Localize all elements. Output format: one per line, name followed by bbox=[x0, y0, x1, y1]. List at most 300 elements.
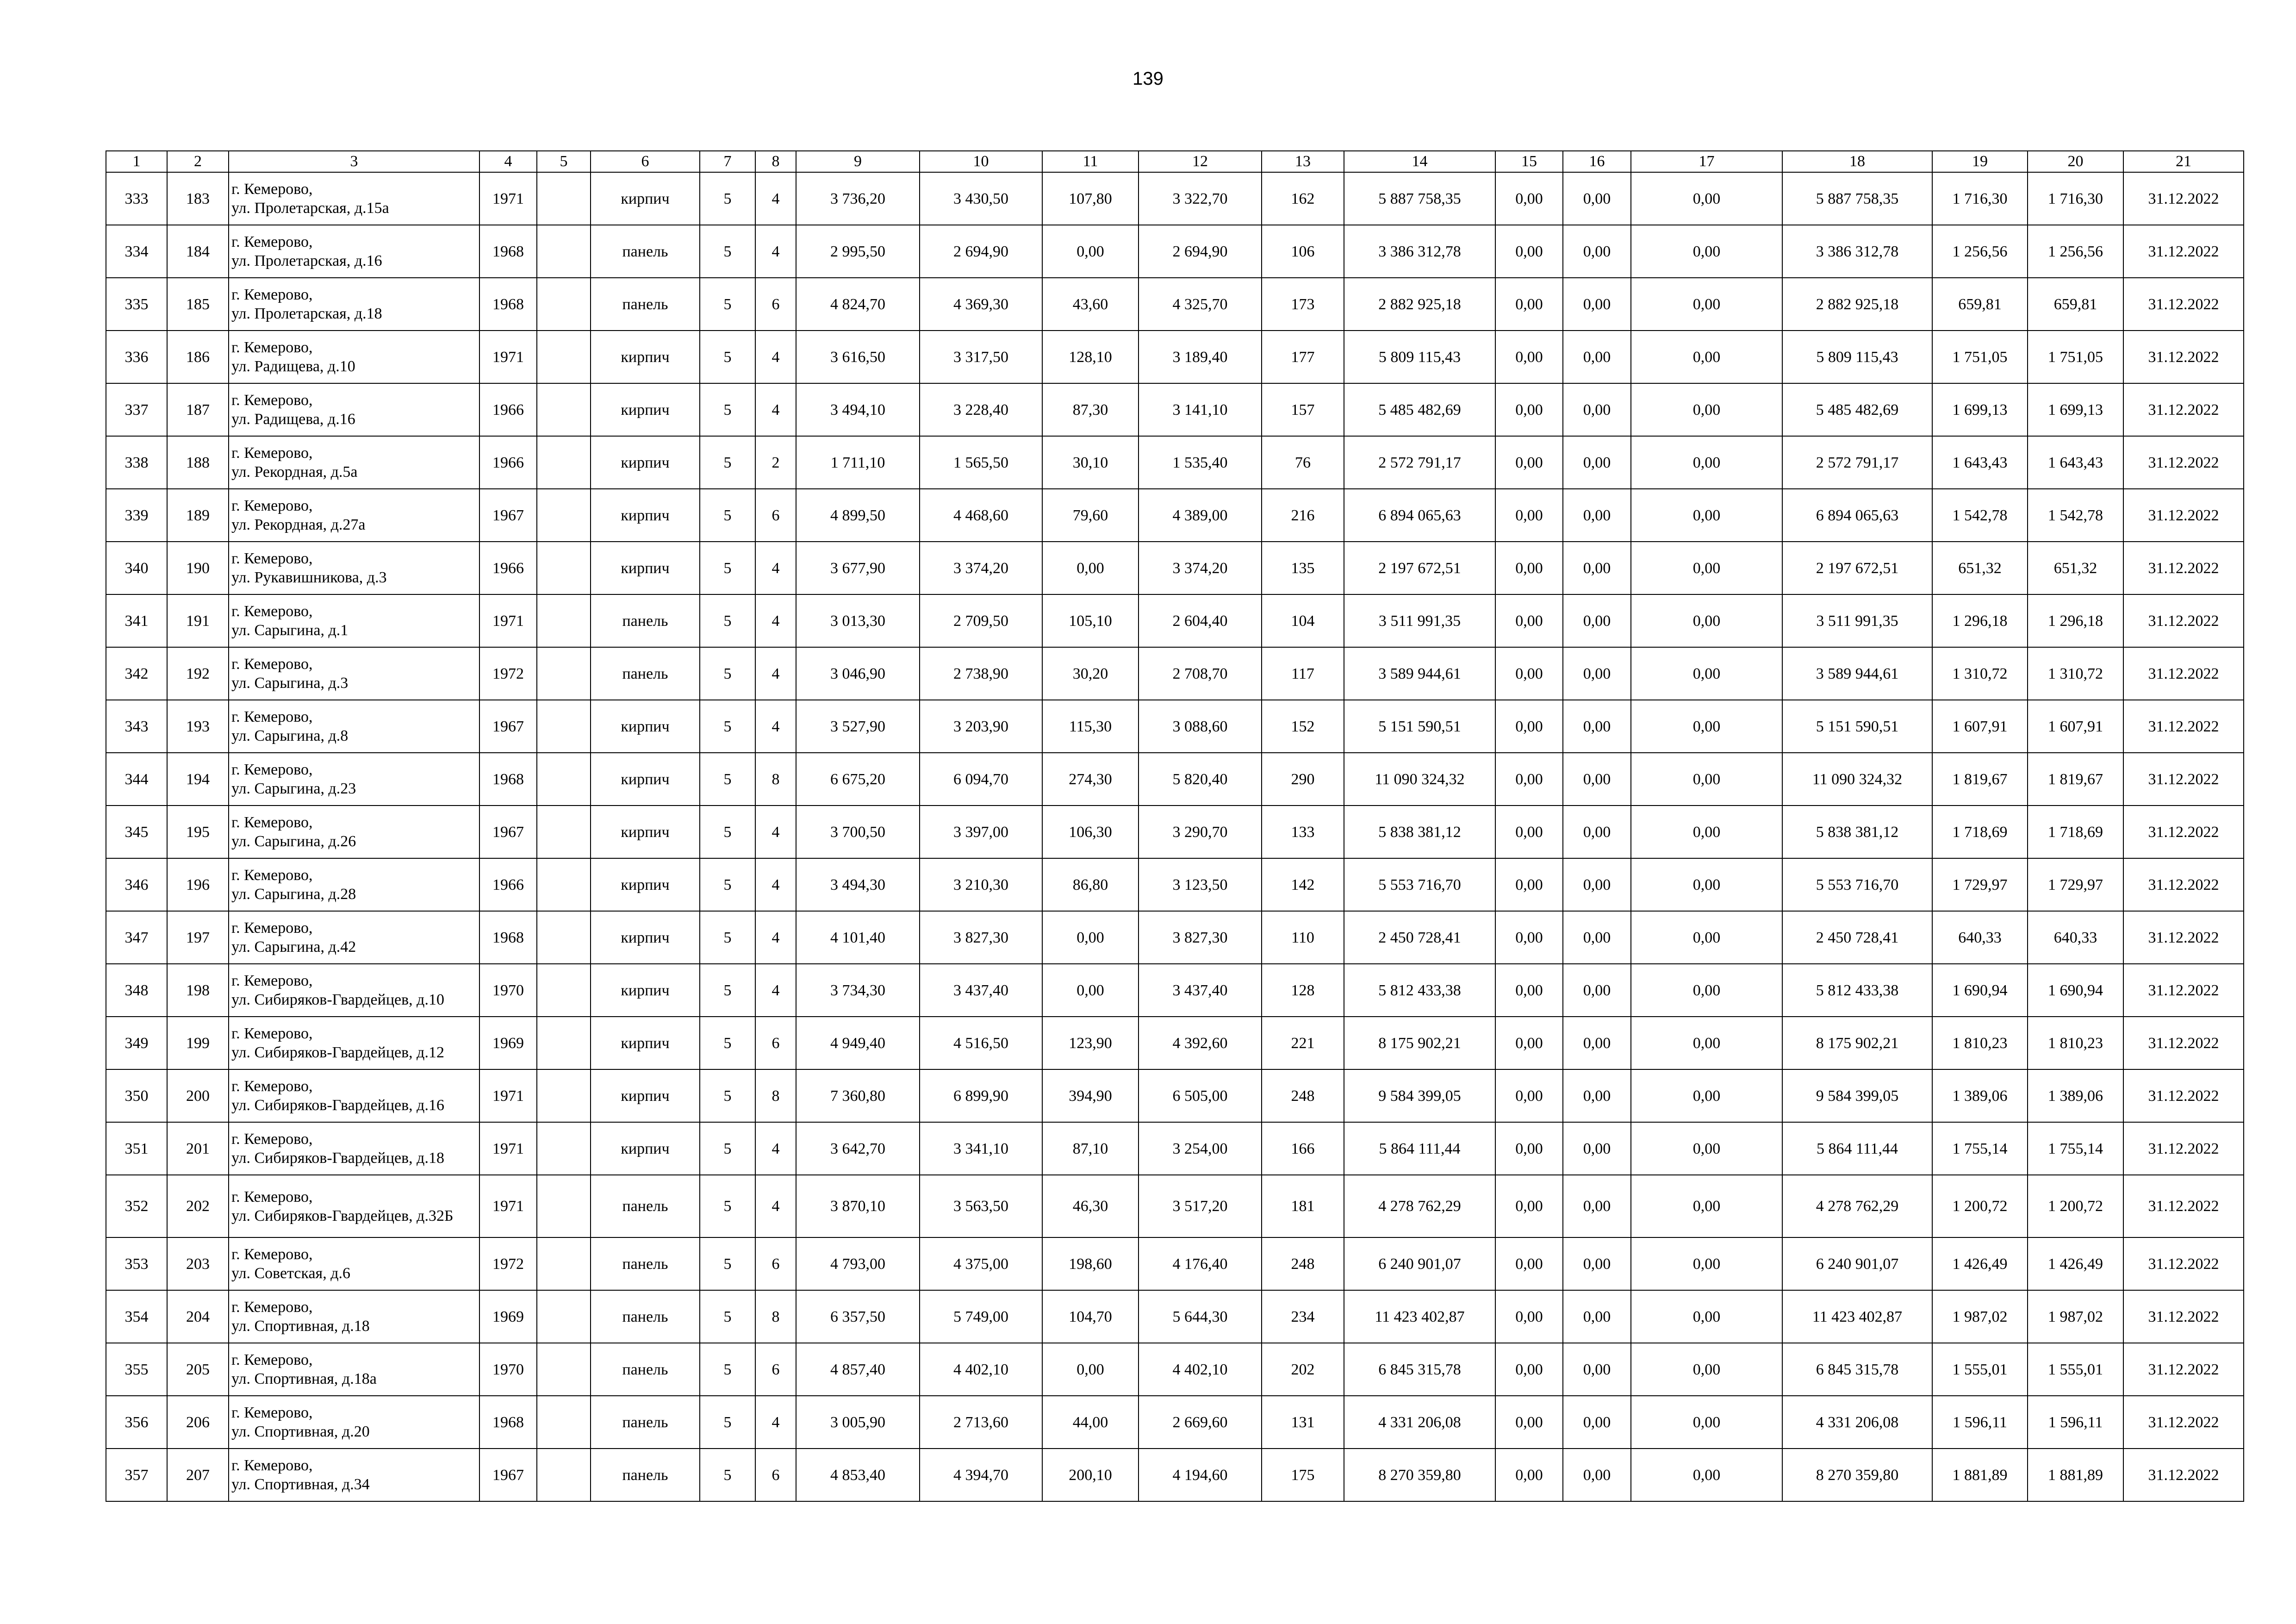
address-city: г. Кемерово, bbox=[231, 1078, 313, 1095]
column-9-cell: 4 101,40 bbox=[796, 911, 920, 964]
column-12-cell: 3 374,20 bbox=[1139, 542, 1262, 594]
column-18-cell: 3 589 944,61 bbox=[1782, 647, 1932, 700]
table-row bbox=[106, 278, 2244, 331]
column-13-cell: 216 bbox=[1262, 489, 1344, 542]
floors-cell: 5 bbox=[700, 700, 755, 753]
column-17-cell: 0,00 bbox=[1631, 1396, 1782, 1449]
column-13-cell: 248 bbox=[1262, 1237, 1344, 1290]
column-20-cell: 1 716,30 bbox=[2028, 172, 2123, 225]
table-row bbox=[106, 594, 2244, 647]
column-18-cell: 8 270 359,80 bbox=[1782, 1449, 1932, 1501]
column-20-cell: 1 310,72 bbox=[2028, 647, 2123, 700]
column-5-cell bbox=[537, 647, 591, 700]
column-9-cell: 4 899,50 bbox=[796, 489, 920, 542]
column-21-cell: 31.12.2022 bbox=[2123, 647, 2244, 700]
column-12-cell: 3 254,00 bbox=[1139, 1122, 1262, 1175]
table-row bbox=[106, 1069, 2244, 1122]
column-16-cell: 0,00 bbox=[1563, 436, 1631, 489]
row-number-cell: 341 bbox=[106, 594, 167, 647]
address-cell bbox=[229, 225, 479, 278]
house-id-cell: 207 bbox=[167, 1449, 229, 1501]
column-17-cell: 0,00 bbox=[1631, 964, 1782, 1017]
row-number-cell: 347 bbox=[106, 911, 167, 964]
housing-registry-table bbox=[106, 150, 2244, 1502]
column-5-cell bbox=[537, 858, 591, 911]
column-15-cell: 0,00 bbox=[1495, 172, 1563, 225]
wall-material-cell: кирпич bbox=[591, 700, 700, 753]
column-14-cell: 6 240 901,07 bbox=[1344, 1237, 1495, 1290]
address-street: ул. Пролетарская, д.18 bbox=[231, 305, 382, 322]
column-number-cell: 20 bbox=[2028, 151, 2123, 172]
house-id-cell: 192 bbox=[167, 647, 229, 700]
house-id-cell: 193 bbox=[167, 700, 229, 753]
table-row bbox=[106, 1017, 2244, 1069]
column-21-cell: 31.12.2022 bbox=[2123, 911, 2244, 964]
floors-cell: 5 bbox=[700, 1122, 755, 1175]
row-number-cell: 337 bbox=[106, 383, 167, 436]
column-19-cell: 1 819,67 bbox=[1932, 753, 2028, 806]
address-cell bbox=[229, 278, 479, 331]
column-5-cell bbox=[537, 1290, 591, 1343]
column-9-cell: 6 357,50 bbox=[796, 1290, 920, 1343]
house-id-cell: 196 bbox=[167, 858, 229, 911]
column-16-cell: 0,00 bbox=[1563, 1343, 1631, 1396]
column-16-cell: 0,00 bbox=[1563, 647, 1631, 700]
column-15-cell: 0,00 bbox=[1495, 1396, 1563, 1449]
column-14-cell: 6 845 315,78 bbox=[1344, 1343, 1495, 1396]
address-street: ул. Сибиряков-Гвардейцев, д.32Б bbox=[231, 1207, 454, 1224]
table-row bbox=[106, 911, 2244, 964]
column-15-cell: 0,00 bbox=[1495, 1449, 1563, 1501]
column-19-cell: 1 755,14 bbox=[1932, 1122, 2028, 1175]
column-20-cell: 1 643,43 bbox=[2028, 436, 2123, 489]
column-13-cell: 157 bbox=[1262, 383, 1344, 436]
column-8-cell: 6 bbox=[755, 1237, 796, 1290]
address-cell bbox=[229, 964, 479, 1017]
column-17-cell: 0,00 bbox=[1631, 700, 1782, 753]
wall-material-cell: кирпич bbox=[591, 806, 700, 858]
row-number-cell: 333 bbox=[106, 172, 167, 225]
column-10-cell: 3 210,30 bbox=[920, 858, 1042, 911]
column-20-cell: 1 200,72 bbox=[2028, 1175, 2123, 1237]
column-18-cell: 5 864 111,44 bbox=[1782, 1122, 1932, 1175]
column-20-cell: 1 810,23 bbox=[2028, 1017, 2123, 1069]
address-city: г. Кемерово, bbox=[231, 708, 313, 725]
column-11-cell: 394,90 bbox=[1042, 1069, 1139, 1122]
address-street: ул. Пролетарская, д.15а bbox=[231, 200, 389, 217]
column-17-cell: 0,00 bbox=[1631, 383, 1782, 436]
column-12-cell: 6 505,00 bbox=[1139, 1069, 1262, 1122]
column-18-cell: 2 197 672,51 bbox=[1782, 542, 1932, 594]
address-street: ул. Пролетарская, д.16 bbox=[231, 252, 382, 269]
column-18-cell: 6 240 901,07 bbox=[1782, 1237, 1932, 1290]
column-20-cell: 659,81 bbox=[2028, 278, 2123, 331]
column-11-cell: 30,10 bbox=[1042, 436, 1139, 489]
column-number-cell: 16 bbox=[1563, 151, 1631, 172]
address-cell bbox=[229, 172, 479, 225]
column-8-cell: 4 bbox=[755, 172, 796, 225]
year-cell: 1967 bbox=[479, 1449, 537, 1501]
column-9-cell: 3 734,30 bbox=[796, 964, 920, 1017]
column-12-cell: 3 123,50 bbox=[1139, 858, 1262, 911]
table-row bbox=[106, 806, 2244, 858]
column-13-cell: 173 bbox=[1262, 278, 1344, 331]
address-street: ул. Радищева, д.10 bbox=[231, 358, 355, 375]
column-21-cell: 31.12.2022 bbox=[2123, 806, 2244, 858]
floors-cell: 5 bbox=[700, 964, 755, 1017]
column-20-cell: 1 389,06 bbox=[2028, 1069, 2123, 1122]
wall-material-cell: панель bbox=[591, 1290, 700, 1343]
column-15-cell: 0,00 bbox=[1495, 1290, 1563, 1343]
column-16-cell: 0,00 bbox=[1563, 278, 1631, 331]
year-cell: 1970 bbox=[479, 1343, 537, 1396]
column-15-cell: 0,00 bbox=[1495, 225, 1563, 278]
row-number-cell: 350 bbox=[106, 1069, 167, 1122]
column-9-cell: 3 677,90 bbox=[796, 542, 920, 594]
column-16-cell: 0,00 bbox=[1563, 700, 1631, 753]
column-21-cell: 31.12.2022 bbox=[2123, 172, 2244, 225]
wall-material-cell: кирпич bbox=[591, 436, 700, 489]
year-cell: 1968 bbox=[479, 1396, 537, 1449]
house-id-cell: 186 bbox=[167, 331, 229, 383]
column-15-cell: 0,00 bbox=[1495, 1237, 1563, 1290]
address-cell bbox=[229, 1290, 479, 1343]
column-20-cell: 1 256,56 bbox=[2028, 225, 2123, 278]
column-17-cell: 0,00 bbox=[1631, 225, 1782, 278]
year-cell: 1972 bbox=[479, 1237, 537, 1290]
column-11-cell: 0,00 bbox=[1042, 964, 1139, 1017]
row-number-cell: 343 bbox=[106, 700, 167, 753]
column-5-cell bbox=[537, 331, 591, 383]
address-street: ул. Сарыгина, д.26 bbox=[231, 833, 356, 850]
column-12-cell: 3 290,70 bbox=[1139, 806, 1262, 858]
column-11-cell: 123,90 bbox=[1042, 1017, 1139, 1069]
column-11-cell: 30,20 bbox=[1042, 647, 1139, 700]
column-19-cell: 1 426,49 bbox=[1932, 1237, 2028, 1290]
house-id-cell: 195 bbox=[167, 806, 229, 858]
address-city: г. Кемерово, bbox=[231, 761, 313, 778]
row-number-cell: 357 bbox=[106, 1449, 167, 1501]
column-19-cell: 1 310,72 bbox=[1932, 647, 2028, 700]
column-5-cell bbox=[537, 700, 591, 753]
floors-cell: 5 bbox=[700, 1449, 755, 1501]
row-number-cell: 339 bbox=[106, 489, 167, 542]
floors-cell: 5 bbox=[700, 225, 755, 278]
column-17-cell: 0,00 bbox=[1631, 436, 1782, 489]
table-row bbox=[106, 1290, 2244, 1343]
year-cell: 1967 bbox=[479, 700, 537, 753]
address-cell bbox=[229, 700, 479, 753]
column-10-cell: 4 468,60 bbox=[920, 489, 1042, 542]
column-20-cell: 1 729,97 bbox=[2028, 858, 2123, 911]
column-number-cell: 4 bbox=[479, 151, 537, 172]
house-id-cell: 194 bbox=[167, 753, 229, 806]
column-21-cell: 31.12.2022 bbox=[2123, 858, 2244, 911]
column-12-cell: 2 694,90 bbox=[1139, 225, 1262, 278]
column-15-cell: 0,00 bbox=[1495, 1175, 1563, 1237]
column-5-cell bbox=[537, 911, 591, 964]
column-10-cell: 3 430,50 bbox=[920, 172, 1042, 225]
floors-cell: 5 bbox=[700, 911, 755, 964]
table-body bbox=[106, 172, 2244, 1501]
column-13-cell: 152 bbox=[1262, 700, 1344, 753]
column-20-cell: 1 881,89 bbox=[2028, 1449, 2123, 1501]
floors-cell: 5 bbox=[700, 594, 755, 647]
column-16-cell: 0,00 bbox=[1563, 1449, 1631, 1501]
floors-cell: 5 bbox=[700, 1396, 755, 1449]
year-cell: 1966 bbox=[479, 858, 537, 911]
column-14-cell: 5 553 716,70 bbox=[1344, 858, 1495, 911]
address-street: ул. Спортивная, д.18а bbox=[231, 1370, 377, 1387]
wall-material-cell: кирпич bbox=[591, 911, 700, 964]
column-number-cell: 11 bbox=[1042, 151, 1139, 172]
column-11-cell: 79,60 bbox=[1042, 489, 1139, 542]
column-19-cell: 640,33 bbox=[1932, 911, 2028, 964]
column-14-cell: 2 882 925,18 bbox=[1344, 278, 1495, 331]
wall-material-cell: кирпич bbox=[591, 542, 700, 594]
column-10-cell: 3 341,10 bbox=[920, 1122, 1042, 1175]
address-cell bbox=[229, 1343, 479, 1396]
column-21-cell: 31.12.2022 bbox=[2123, 1069, 2244, 1122]
column-15-cell: 0,00 bbox=[1495, 647, 1563, 700]
column-10-cell: 4 375,00 bbox=[920, 1237, 1042, 1290]
address-cell bbox=[229, 1396, 479, 1449]
column-9-cell: 6 675,20 bbox=[796, 753, 920, 806]
column-19-cell: 1 751,05 bbox=[1932, 331, 2028, 383]
year-cell: 1967 bbox=[479, 806, 537, 858]
address-street: ул. Сибиряков-Гвардейцев, д.10 bbox=[231, 991, 444, 1008]
wall-material-cell: кирпич bbox=[591, 964, 700, 1017]
row-number-cell: 356 bbox=[106, 1396, 167, 1449]
column-18-cell: 6 845 315,78 bbox=[1782, 1343, 1932, 1396]
column-9-cell: 3 527,90 bbox=[796, 700, 920, 753]
column-15-cell: 0,00 bbox=[1495, 806, 1563, 858]
address-city: г. Кемерово, bbox=[231, 603, 313, 620]
column-number-cell: 2 bbox=[167, 151, 229, 172]
column-number-row bbox=[106, 151, 2244, 172]
column-15-cell: 0,00 bbox=[1495, 700, 1563, 753]
table-row bbox=[106, 858, 2244, 911]
floors-cell: 5 bbox=[700, 647, 755, 700]
column-13-cell: 133 bbox=[1262, 806, 1344, 858]
address-city: г. Кемерово, bbox=[231, 550, 313, 567]
address-street: ул. Сарыгина, д.8 bbox=[231, 727, 348, 744]
house-id-cell: 202 bbox=[167, 1175, 229, 1237]
floors-cell: 5 bbox=[700, 1175, 755, 1237]
column-15-cell: 0,00 bbox=[1495, 594, 1563, 647]
year-cell: 1971 bbox=[479, 1122, 537, 1175]
column-number-cell: 1 bbox=[106, 151, 167, 172]
row-number-cell: 334 bbox=[106, 225, 167, 278]
address-street: ул. Радищева, д.16 bbox=[231, 411, 355, 428]
column-18-cell: 11 090 324,32 bbox=[1782, 753, 1932, 806]
column-13-cell: 177 bbox=[1262, 331, 1344, 383]
house-id-cell: 198 bbox=[167, 964, 229, 1017]
column-16-cell: 0,00 bbox=[1563, 911, 1631, 964]
year-cell: 1968 bbox=[479, 911, 537, 964]
column-18-cell: 5 887 758,35 bbox=[1782, 172, 1932, 225]
column-10-cell: 2 713,60 bbox=[920, 1396, 1042, 1449]
column-16-cell: 0,00 bbox=[1563, 331, 1631, 383]
column-15-cell: 0,00 bbox=[1495, 542, 1563, 594]
column-9-cell: 3 700,50 bbox=[796, 806, 920, 858]
column-15-cell: 0,00 bbox=[1495, 911, 1563, 964]
row-number-cell: 344 bbox=[106, 753, 167, 806]
table-row bbox=[106, 225, 2244, 278]
column-18-cell: 9 584 399,05 bbox=[1782, 1069, 1932, 1122]
year-cell: 1971 bbox=[479, 331, 537, 383]
column-5-cell bbox=[537, 436, 591, 489]
column-21-cell: 31.12.2022 bbox=[2123, 1396, 2244, 1449]
column-14-cell: 6 894 065,63 bbox=[1344, 489, 1495, 542]
wall-material-cell: кирпич bbox=[591, 753, 700, 806]
table-row bbox=[106, 489, 2244, 542]
column-17-cell: 0,00 bbox=[1631, 1343, 1782, 1396]
year-cell: 1969 bbox=[479, 1290, 537, 1343]
column-15-cell: 0,00 bbox=[1495, 383, 1563, 436]
house-id-cell: 190 bbox=[167, 542, 229, 594]
house-id-cell: 197 bbox=[167, 911, 229, 964]
address-street: ул. Спортивная, д.20 bbox=[231, 1423, 370, 1440]
column-18-cell: 5 812 433,38 bbox=[1782, 964, 1932, 1017]
wall-material-cell: панель bbox=[591, 1396, 700, 1449]
column-10-cell: 4 516,50 bbox=[920, 1017, 1042, 1069]
column-10-cell: 3 437,40 bbox=[920, 964, 1042, 1017]
address-street: ул. Спортивная, д.18 bbox=[231, 1318, 370, 1335]
year-cell: 1971 bbox=[479, 1069, 537, 1122]
row-number-cell: 352 bbox=[106, 1175, 167, 1237]
column-12-cell: 3 517,20 bbox=[1139, 1175, 1262, 1237]
column-9-cell: 3 494,10 bbox=[796, 383, 920, 436]
column-18-cell: 3 386 312,78 bbox=[1782, 225, 1932, 278]
column-5-cell bbox=[537, 1017, 591, 1069]
column-20-cell: 1 690,94 bbox=[2028, 964, 2123, 1017]
floors-cell: 5 bbox=[700, 858, 755, 911]
column-number-cell: 7 bbox=[700, 151, 755, 172]
address-city: г. Кемерово, bbox=[231, 1025, 313, 1042]
column-8-cell: 4 bbox=[755, 700, 796, 753]
column-11-cell: 87,10 bbox=[1042, 1122, 1139, 1175]
column-16-cell: 0,00 bbox=[1563, 964, 1631, 1017]
column-10-cell: 5 749,00 bbox=[920, 1290, 1042, 1343]
column-21-cell: 31.12.2022 bbox=[2123, 700, 2244, 753]
wall-material-cell: кирпич bbox=[591, 172, 700, 225]
column-15-cell: 0,00 bbox=[1495, 1017, 1563, 1069]
table-row bbox=[106, 542, 2244, 594]
column-18-cell: 4 331 206,08 bbox=[1782, 1396, 1932, 1449]
column-14-cell: 5 812 433,38 bbox=[1344, 964, 1495, 1017]
wall-material-cell: кирпич bbox=[591, 331, 700, 383]
column-12-cell: 4 392,60 bbox=[1139, 1017, 1262, 1069]
column-11-cell: 87,30 bbox=[1042, 383, 1139, 436]
column-18-cell: 5 553 716,70 bbox=[1782, 858, 1932, 911]
column-19-cell: 1 810,23 bbox=[1932, 1017, 2028, 1069]
column-12-cell: 4 194,60 bbox=[1139, 1449, 1262, 1501]
column-14-cell: 4 278 762,29 bbox=[1344, 1175, 1495, 1237]
column-21-cell: 31.12.2022 bbox=[2123, 278, 2244, 331]
address-cell bbox=[229, 753, 479, 806]
address-cell bbox=[229, 436, 479, 489]
column-5-cell bbox=[537, 172, 591, 225]
floors-cell: 5 bbox=[700, 436, 755, 489]
column-19-cell: 1 690,94 bbox=[1932, 964, 2028, 1017]
column-17-cell: 0,00 bbox=[1631, 1122, 1782, 1175]
house-id-cell: 189 bbox=[167, 489, 229, 542]
column-9-cell: 3 642,70 bbox=[796, 1122, 920, 1175]
column-16-cell: 0,00 bbox=[1563, 1069, 1631, 1122]
column-21-cell: 31.12.2022 bbox=[2123, 1290, 2244, 1343]
column-8-cell: 8 bbox=[755, 753, 796, 806]
column-10-cell: 4 394,70 bbox=[920, 1449, 1042, 1501]
wall-material-cell: панель bbox=[591, 225, 700, 278]
column-18-cell: 4 278 762,29 bbox=[1782, 1175, 1932, 1237]
column-number-cell: 13 bbox=[1262, 151, 1344, 172]
column-17-cell: 0,00 bbox=[1631, 858, 1782, 911]
column-14-cell: 5 838 381,12 bbox=[1344, 806, 1495, 858]
column-20-cell: 1 607,91 bbox=[2028, 700, 2123, 753]
address-street: ул. Сарыгина, д.42 bbox=[231, 938, 356, 956]
address-city: г. Кемерово, bbox=[231, 392, 313, 409]
wall-material-cell: кирпич bbox=[591, 1069, 700, 1122]
column-13-cell: 106 bbox=[1262, 225, 1344, 278]
column-19-cell: 659,81 bbox=[1932, 278, 2028, 331]
address-street: ул. Сибиряков-Гвардейцев, д.16 bbox=[231, 1097, 444, 1114]
address-street: ул. Сарыгина, д.3 bbox=[231, 675, 348, 692]
column-8-cell: 4 bbox=[755, 225, 796, 278]
column-14-cell: 11 090 324,32 bbox=[1344, 753, 1495, 806]
column-14-cell: 2 450 728,41 bbox=[1344, 911, 1495, 964]
column-12-cell: 3 189,40 bbox=[1139, 331, 1262, 383]
column-number-cell: 21 bbox=[2123, 151, 2244, 172]
year-cell: 1966 bbox=[479, 542, 537, 594]
column-13-cell: 221 bbox=[1262, 1017, 1344, 1069]
column-11-cell: 86,80 bbox=[1042, 858, 1139, 911]
address-street: ул. Рукавишникова, д.3 bbox=[231, 569, 387, 586]
column-10-cell: 1 565,50 bbox=[920, 436, 1042, 489]
column-16-cell: 0,00 bbox=[1563, 1122, 1631, 1175]
column-17-cell: 0,00 bbox=[1631, 489, 1782, 542]
row-number-cell: 348 bbox=[106, 964, 167, 1017]
column-18-cell: 5 838 381,12 bbox=[1782, 806, 1932, 858]
wall-material-cell: панель bbox=[591, 1175, 700, 1237]
column-14-cell: 5 887 758,35 bbox=[1344, 172, 1495, 225]
column-10-cell: 2 738,90 bbox=[920, 647, 1042, 700]
column-11-cell: 115,30 bbox=[1042, 700, 1139, 753]
address-city: г. Кемерово, bbox=[231, 286, 313, 303]
column-12-cell: 1 535,40 bbox=[1139, 436, 1262, 489]
address-city: г. Кемерово, bbox=[231, 814, 313, 831]
column-14-cell: 11 423 402,87 bbox=[1344, 1290, 1495, 1343]
column-13-cell: 128 bbox=[1262, 964, 1344, 1017]
column-15-cell: 0,00 bbox=[1495, 858, 1563, 911]
floors-cell: 5 bbox=[700, 542, 755, 594]
column-11-cell: 104,70 bbox=[1042, 1290, 1139, 1343]
column-number-cell: 5 bbox=[537, 151, 591, 172]
floors-cell: 5 bbox=[700, 489, 755, 542]
floors-cell: 5 bbox=[700, 172, 755, 225]
column-9-cell: 4 949,40 bbox=[796, 1017, 920, 1069]
column-15-cell: 0,00 bbox=[1495, 753, 1563, 806]
column-12-cell: 4 176,40 bbox=[1139, 1237, 1262, 1290]
column-8-cell: 4 bbox=[755, 1122, 796, 1175]
column-21-cell: 31.12.2022 bbox=[2123, 436, 2244, 489]
address-street: ул. Рекордная, д.27а bbox=[231, 516, 366, 533]
column-21-cell: 31.12.2022 bbox=[2123, 225, 2244, 278]
column-11-cell: 43,60 bbox=[1042, 278, 1139, 331]
wall-material-cell: панель bbox=[591, 1449, 700, 1501]
column-10-cell: 4 369,30 bbox=[920, 278, 1042, 331]
year-cell: 1968 bbox=[479, 225, 537, 278]
